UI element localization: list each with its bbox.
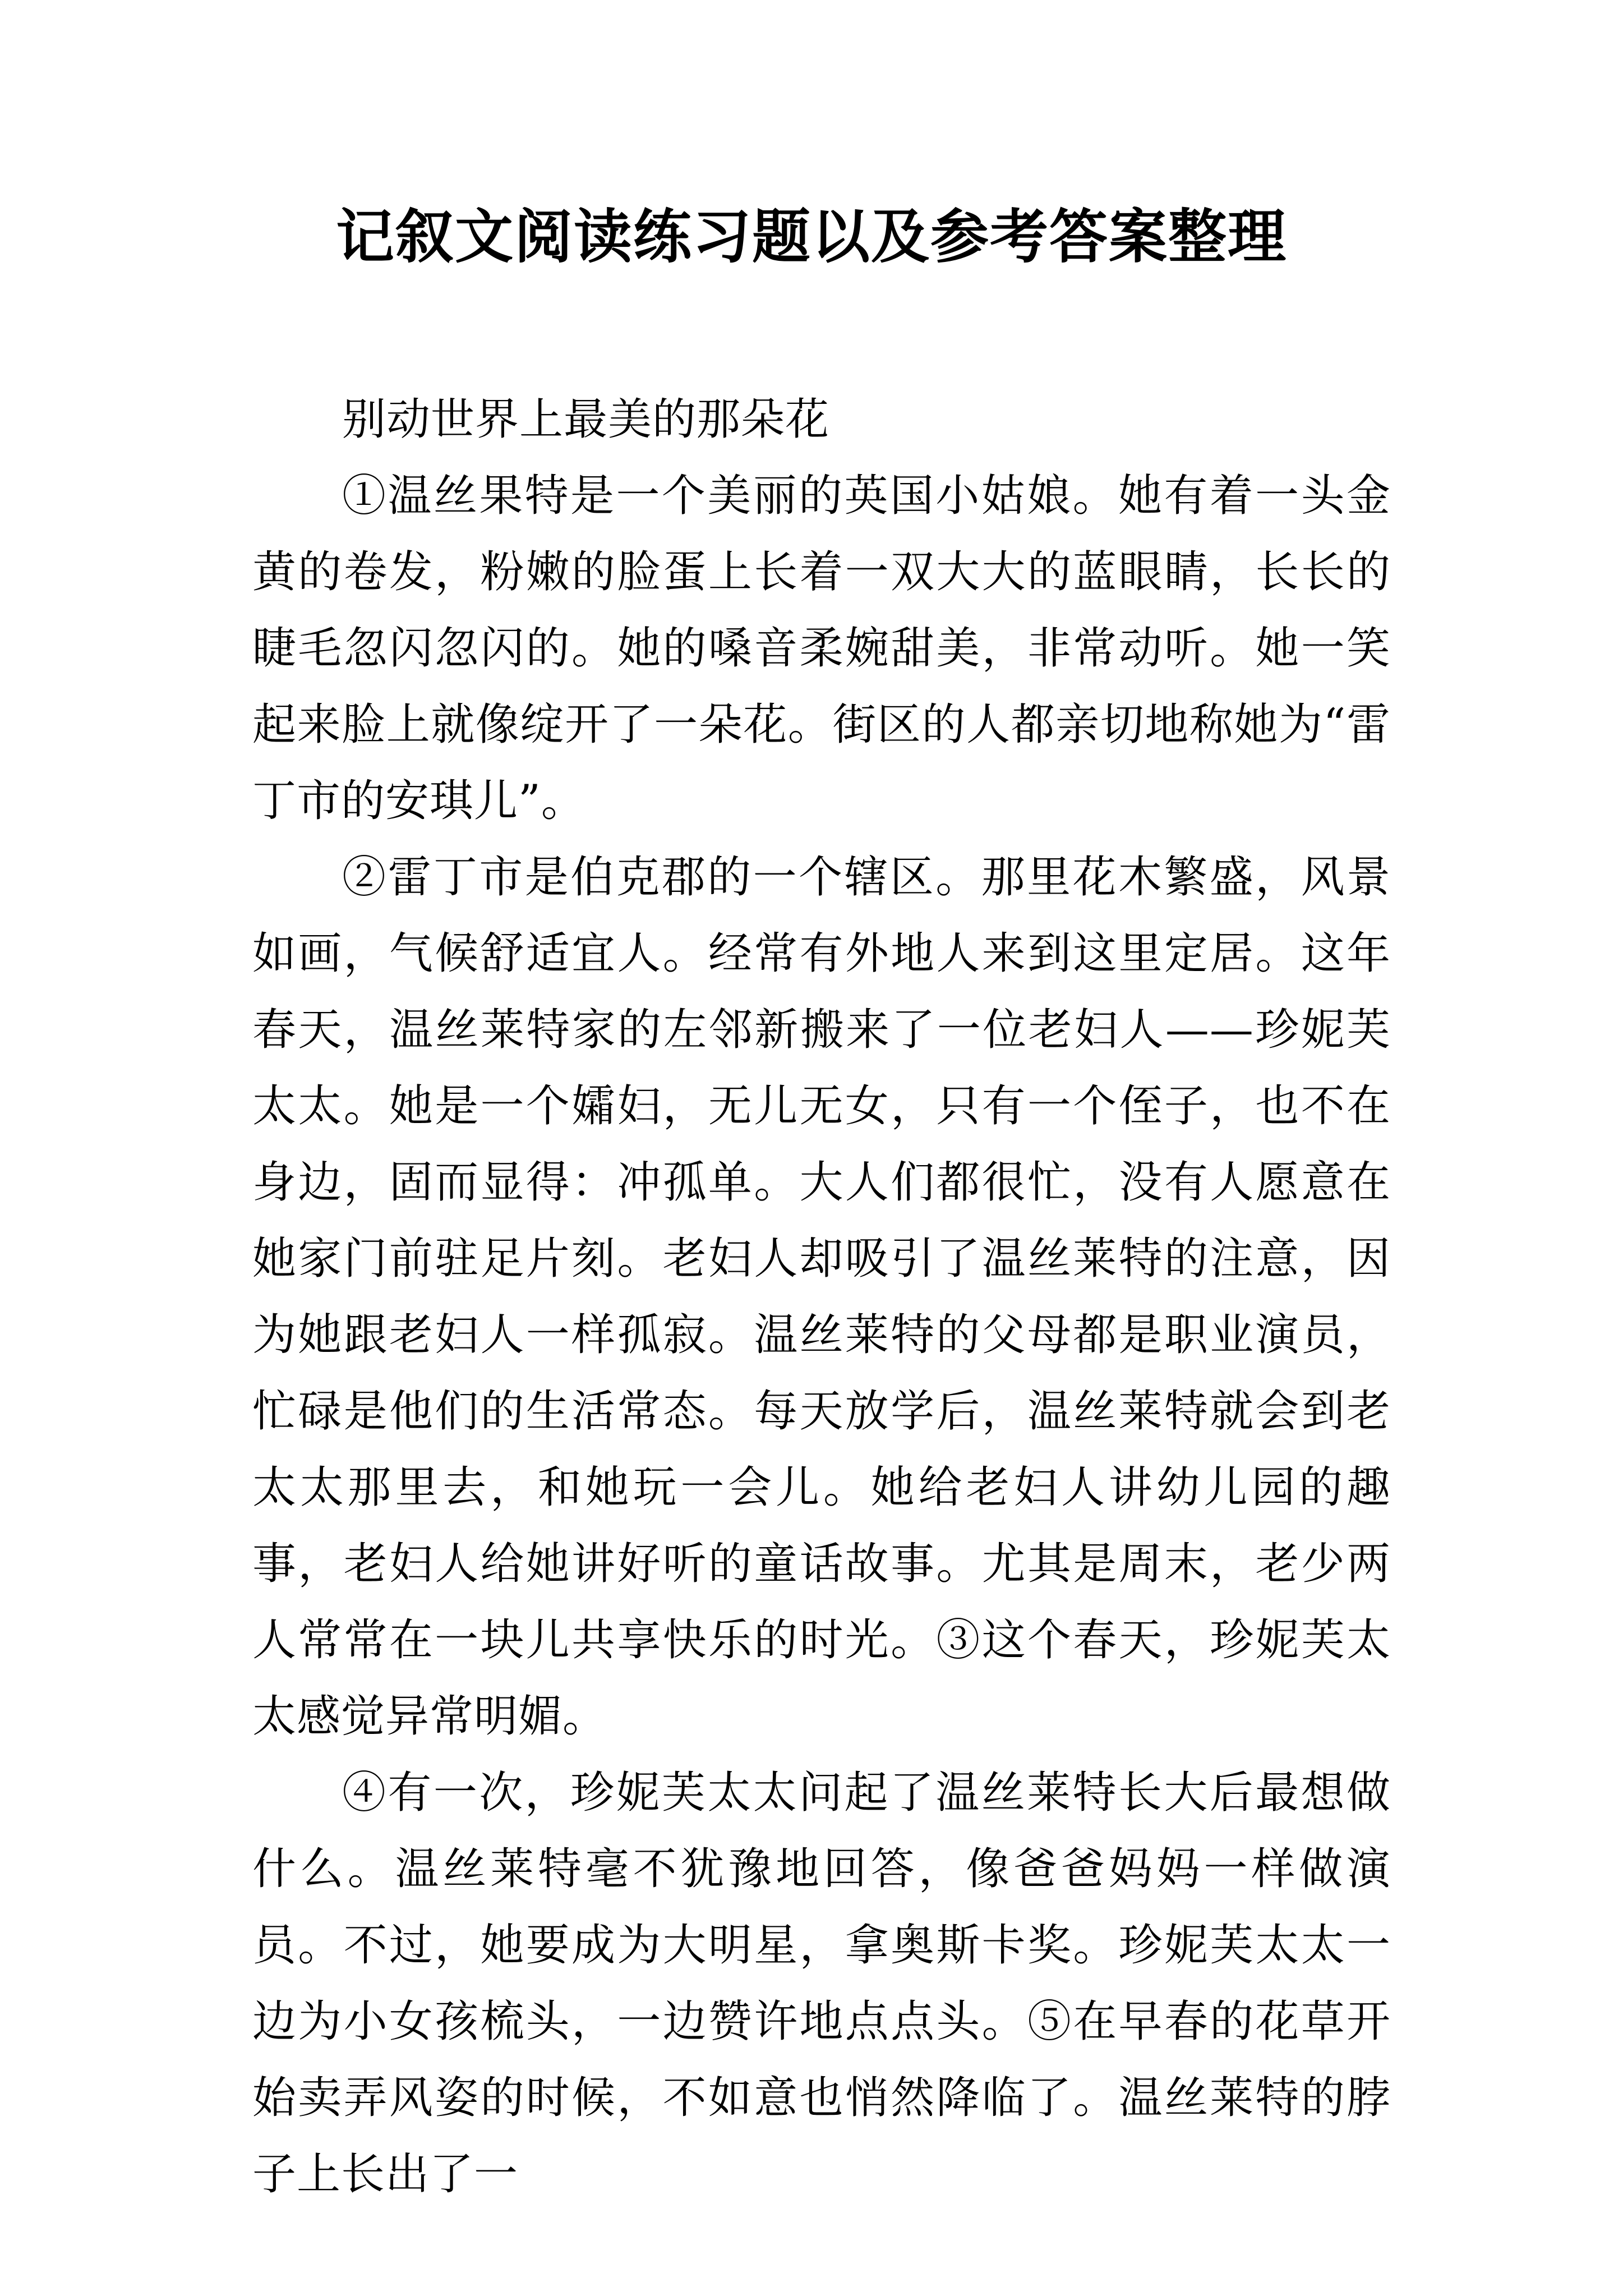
paragraph-1: ①温丝果特是一个美丽的英国小姑娘。她有着一头金黄的卷发，粉嫩的脸蛋上长着一双大大的蓝眼睛，长长的睫毛忽闪忽闪的。她的嗓音柔婉甜美，非常动听。她一笑起来脸上就像绽开了一朵花。街区的人都亲切地称她为“雷丁市的安琪儿”。 [252, 471, 1391, 826]
paragraph-3: ④有一次，珍妮芙太太问起了温丝莱特长大后最想做什么。温丝莱特毫不犹豫地回答，像爸爸妈妈一样做演员。不过，她要成为大明星，拿奥斯卡奖。珍妮芙太太一边为小女孩梳头，一边赞许地点点头。⑤在早春的花草开始卖弄风姿的时候，不如意也悄然降临了。温丝莱特的脖子上长出了一 [252, 1768, 1391, 2200]
document-title: 记叙文阅读练习题以及参考答案整理 [335, 202, 1287, 271]
paragraph-2: ②雷丁市是伯克郡的一个辖区。那里花木繁盛，风景如画，气候舒适宜人。经常有外地人来到这里定居。这年春天，温丝莱特家的左邻新搬来了一位老妇人——珍妮芙太太。她是一个孀妇，无儿无女，只有一个侄子，也不在身边，固而显得：冲孤单。大人们都很忙，没有人愿意在她家门前驻足片刻。老妇人却吸引了温丝莱特的注意，因为她跟老妇人一样孤寂。温丝莱特的父母都是职业演员，忙碌是他们的生活常态。每天放学后，温丝莱特就会到老太太那里去，和她玩一会儿。她给老妇人讲幼儿园的趣事，老妇人给她讲好听的童话故事。尤其是周末，老少两人常常在一块儿共享快乐的时光。③这个春天，珍妮芙太太感觉异常明媚。 [252, 852, 1391, 1742]
document-body [252, 381, 1391, 2212]
article-title: 别动世界上最美的那朵花 [342, 394, 830, 445]
